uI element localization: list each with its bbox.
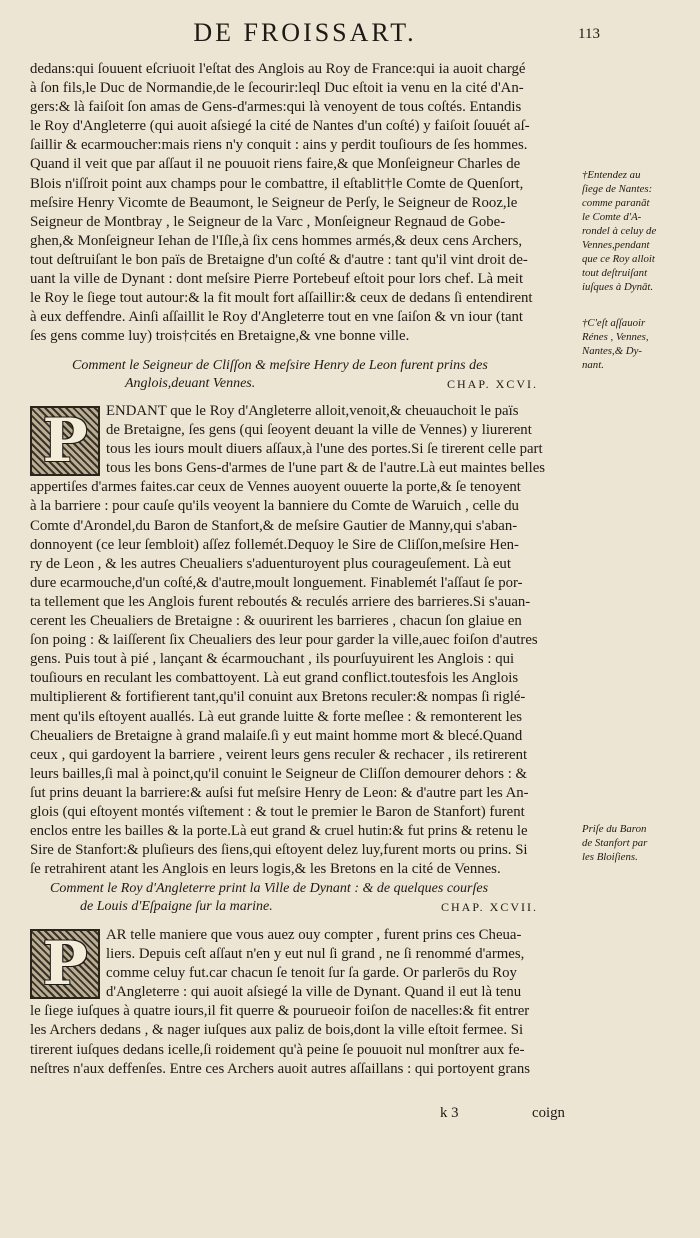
text-line: dedans:qui ſouuent eſcriuoit l'eſtat des Anglois au Roy de France:qui ia auoit chargé — [30, 61, 526, 77]
margin-note-line: de Stanfort par — [582, 837, 648, 849]
folio-number: 113 — [578, 26, 600, 42]
text-line: ry de Leon , & les autres Cheualiers s'aduenturoyent plus courageuſement. Là eut — [30, 555, 511, 572]
chapter-heading-97 — [30, 880, 578, 916]
text-line: comme celuy fut.car chacun ſe tenoit ſur ſa garde. Or parlerōs du Roy — [106, 965, 517, 982]
text-line: tirerent iuſques dedans icelle,ſi roidement qu'à peine ſe pouuoit nul monſtrer aux fe- — [30, 1041, 525, 1058]
margin-note-3 — [582, 822, 692, 864]
text-line: meſsire Henry Vicomte de Beaumont, le Seigneur de Perſy, le Seigneur de Rooz,le — [30, 194, 518, 211]
text-line: ENDANT que le Roy d'Angleterre alloit,venoit,& cheuauchoit le païs — [106, 403, 519, 419]
chapter-heading-96 — [30, 357, 578, 393]
chapter-title-line: de Louis d'Eſpaigne ſur la marine. — [80, 899, 273, 914]
catchword: coign — [532, 1105, 565, 1121]
text-line: ſe retrahirent atant les Anglois en leurs logis,& les Bretons en la cité de Vennes. — [30, 861, 501, 878]
margin-note-line: Priſe du Baron — [582, 823, 647, 835]
text-line: gers:& là faiſoit ſon amas de Gens-d'armes:qui là venoyent de tous coſtés. Entandis — [30, 99, 522, 116]
margin-note-line: †C'eſt aſſauoir — [582, 317, 646, 329]
text-line: uant la ville de Dynant : dont meſsire Pierre Portebeuf eſtoit pour lors chef. Là meit — [30, 271, 524, 288]
signature-mark: k 3 — [440, 1105, 459, 1121]
margin-note-line: le Comte d'A- — [582, 211, 642, 223]
text-line: Comte d'Arondel,du Baron de Stanfort,& de meſsire Gautier de Manny,qui s'aban- — [30, 517, 518, 534]
margin-note-line: nant. — [582, 359, 604, 371]
text-block-2 — [30, 402, 578, 879]
chapter-number: CHAP. XCVI. — [446, 377, 538, 391]
text-line: Quand il veit que par aſſaut il ne pouuoit riens faire,& que Monſeigneur Charles de — [30, 156, 521, 173]
text-line: ta tellement que les Anglois furent reboutés & reculés arriere des barrieres.Si s'auan- — [30, 593, 531, 610]
text-line: tous les bons Gens-d'armes de l'une part & de l'autre.Là eut maintes belles — [106, 460, 546, 477]
text-line: les Archers dedans , & nager iuſques aux paliz de bois,dont la ville eſtoit fermee. Si — [30, 1022, 524, 1039]
text-line: Sire de Stanfort:& pluſieurs des ſiens,qui eſtoyent delez luy,furent morts ou prins. Si — [30, 842, 528, 859]
text-line: ghen,& Monſeigneur Iehan de l'Iſle,à ſix cens hommes armés,& deux cens Archers, — [30, 232, 523, 249]
chapter-title-line: Anglois,deuant Vennes. — [125, 376, 256, 391]
text-line: touſiours en reculant les combattoyent. Là eut grand conflict.toutesfois les Anglois — [30, 670, 519, 687]
text-line: neſtres n'aux deffenſes. Entre ces Archers auoit autres aſſaillans : qui portoyent grans — [30, 1060, 530, 1077]
text-line: tout deſtruiſant le bon païs de Bretaigne d'un coſté & d'autre : tant qu'il vint droit de- — [30, 251, 528, 268]
text-line: enclos entre les bailles & la porte.Là eut grand & cruel hutin:& fut prins & retenu le — [30, 823, 528, 840]
text-line: Cheualiers de Bretaigne à grand malaiſe.ſi y eut maint homme mort & blecé.Quand — [30, 727, 523, 744]
text-block-3 — [30, 926, 578, 1079]
drop-cap-letter: P — [42, 406, 88, 476]
margin-note-line: iuſques à Dynāt. — [582, 281, 654, 293]
text-line: ſaillir & ecarmoucher:mais riens n'y conquit : ains y perdit touſiours de ſes hommes. — [30, 137, 528, 154]
text-line: Blois n'iſſroit point aux champs pour le combattre, il eſtablit†le Comte de Quenſort, — [30, 175, 524, 192]
text-line: leurs bailles,ſi mal à poinct,qu'il conuint le Seigneur de Cliſſon demourer dehors : & — [30, 765, 528, 782]
text-line: le Roy le ſiege tout autour:& la fit moult fort aſſaillir:& ceux de dedans ſi entendirent — [30, 290, 533, 307]
text-line: d'Angleterre : qui auoit aſsiegé la ville de Dynant. Quand il eut là tenu — [106, 984, 522, 1001]
margin-note-1 — [582, 168, 692, 294]
text-line: à ſon fils,le Duc de Normandie,de le ſecourir:leql Duc eſtoit ia venu en la cité d'An- — [30, 80, 524, 97]
margin-note-line: tout deſtruiſant — [582, 267, 648, 279]
margin-note-line: ſiege de Nantes: — [582, 183, 653, 195]
text-line: à eux deffendre. Ainſi aſſaillit le Roy d'Angleterre tout en vne ſaiſon & vn iour (tant — [30, 309, 524, 326]
text-line: tous les iours moult diuers aſſaux,à l'une des portes.Si ſe tirerent celle part — [106, 441, 543, 458]
text-block-1 — [30, 60, 578, 346]
text-line: le ſiege iuſques à quatre iours,il fit querre & pourueoir foiſon de nacelles:& fit entrer — [30, 1003, 530, 1020]
text-line: le Roy d'Angleterre (qui auoit aſsiegé la cité de Nantes d'un coſté) y faiſoit ſouuét aſ- — [30, 118, 530, 135]
running-head: DE FROISSART. — [193, 18, 417, 47]
text-line: ceux , qui gardoyent la barriere , veirent leurs gens reculer & rechacer , ils retirerent — [30, 746, 528, 763]
text-line: donnoyent (ce leur ſembloit) aſſez follemét.Dequoy le Sire de Cliſſon,meſsire Hen- — [30, 536, 519, 553]
text-line: ſon poing : & laiſſerent ſix Cheualiers des leur pour garder la ville,auec foiſon d'autres — [30, 632, 538, 649]
text-line: Seigneur de Montbray , le Seigneur de la Varc , Monſeigneur Regnaud de Gobe- — [30, 213, 506, 230]
margin-note-line: †Entendez au — [582, 169, 641, 181]
text-line: glois (qui eſtoyent montés viſtement : & tout le premier le Baron de Stanfort) furent — [30, 803, 525, 820]
text-line: cerent les Cheualiers de Bretaigne : & ouurirent les barrieres , chacun ſon glaiue en — [30, 613, 522, 630]
text-line: AR telle maniere que vous auez ouy compter , furent prins ces Cheua- — [106, 927, 522, 943]
margin-note-line: Vennes,pendant — [582, 239, 650, 251]
text-line: multiplierent & fortifierent tant,qu'il conuint aux Bretons reculer:& nompas ſi riglé- — [30, 689, 526, 706]
margin-note-line: comme paranāt — [582, 197, 650, 209]
text-line: ſut prins deuant la barriere:& auſsi fut meſsire Henry de Leon: & d'autre part les An- — [30, 784, 529, 801]
margin-note-line: que ce Roy alloit — [582, 253, 655, 265]
margin-note-line: Rénes , Vennes, — [582, 331, 649, 343]
margin-note-line: rondel à celuy de — [582, 225, 657, 237]
text-line: ſes gens comme luy) trois†cités en Bretaigne,& vne bonne ville. — [30, 328, 410, 345]
text-line: de Bretaigne, ſes gens (qui ſeoyent deuant la ville de Vennes) y liurerent — [106, 422, 532, 439]
chapter-title-line: Comment le Seigneur de Cliſſon & meſsire Henry de Leon furent prins des — [72, 358, 488, 373]
drop-cap-letter: P — [42, 929, 88, 999]
text-line: gens. Puis tout à pié , lançant & écarmouchant , ils pourſuyuirent les Anglois : qui — [30, 651, 515, 668]
margin-note-line: Nantes,& Dy- — [582, 345, 642, 357]
margin-note-2 — [582, 316, 692, 372]
text-line: ment qu'ils eſtoyent auallés. Là eut grande luitte & forte meſlee : & remonterent les — [30, 708, 523, 725]
margin-note-line: les Bloiſiens. — [582, 851, 638, 863]
text-line: à la barriere : pour cauſe qu'ils veoyent la banniere du Comte de Waruich , celle du — [30, 498, 519, 515]
chapter-number: CHAP. XCVII. — [440, 900, 538, 914]
text-line: liers. Depuis ceſt aſſaut n'en y eut nul ſi grand , ne ſi renommé d'armes, — [106, 946, 525, 963]
text-line: appertiſes d'armes faites.car ceux de Vennes auoyent ouuerte la porte,& ſe tenoyent — [30, 479, 521, 496]
text-line: dure ecarmouche,d'un coſté,& d'autre,moult longuement. Finablemét l'aſſaut ſe por- — [30, 574, 523, 591]
chapter-title-line: Comment le Roy d'Angleterre print la Ville de Dynant : & de quelques courſes — [50, 881, 489, 896]
